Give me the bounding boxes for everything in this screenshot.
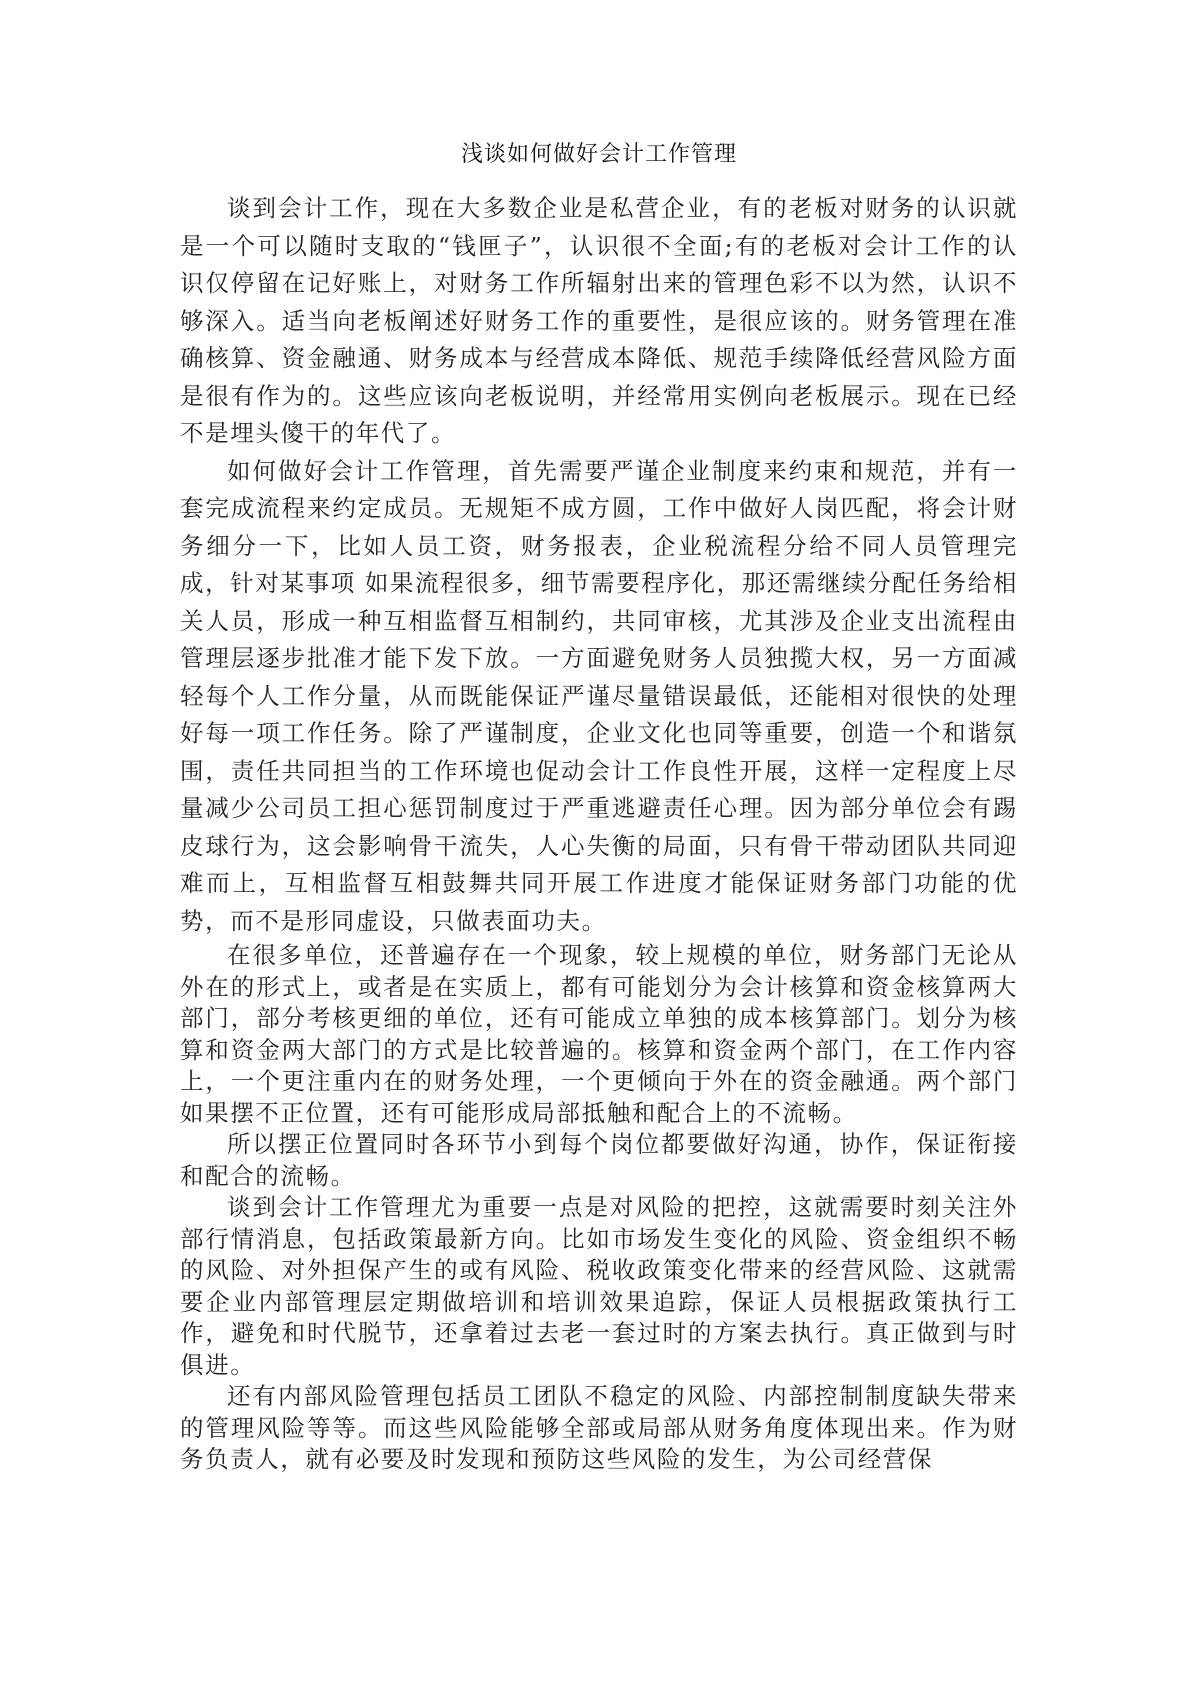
paragraph-5: 谈到会计工作管理尤为重要一点是对风险的把控，这就需要时刻关注外部行情消息，包括政策最新方向。比如市场发生变化的风险、资金组织不畅的风险、对外担保产生的或有风险、税收政策变化带来的经营风险、这就需要企业内部管理层定期做培训和培训效果追踪，保证人员根据政策执行工作，避免和时代脱节，还拿着过去老一套过时的方案去执行。真正做到与时俱进。 bbox=[180, 1193, 1018, 1379]
document-title: 浅谈如何做好会计工作管理 bbox=[460, 142, 737, 167]
document-body bbox=[180, 142, 1018, 1476]
paragraph-4: 所以摆正位置同时各环节小到每个岗位都要做好沟通，协作，保证衔接和配合的流畅。 bbox=[180, 1130, 1018, 1190]
paragraph-6: 还有内部风险管理包括员工团队不稳定的风险、内部控制制度缺失带来的管理风险等等。而这些风险能够全部或局部从财务角度体现出来。作为财务负责人，就有必要及时发现和预防这些风险的发生，为公司经营保 bbox=[180, 1382, 1018, 1474]
paragraph-3: 在很多单位，还普遍存在一个现象，较上规模的单位，财务部门无论从外在的形式上，或者是在实质上，都有可能划分为会计核算和资金核算两大部门，部分考核更细的单位，还有可能成立单独的成本核算部门。划分为核算和资金两大部门的方式是比较普遍的。核算和资金两个部门，在工作内容上，一个更注重内在的财务处理，一个更倾向于外在的资金融通。两个部门如果摆不正位置，还有可能形成局部抵触和配合上的不流畅。 bbox=[180, 941, 1018, 1127]
paragraph-2: 如何做好会计工作管理，首先需要严谨企业制度来约束和规范，并有一套完成流程来约定成员。无规矩不成方圆，工作中做好人岗匹配，将会计财务细分一下，比如人员工资，财务报表，企业税流程分给不同人员管理完成，针对某事项 如果流程很多，细节需要程序化，那还需继续分配任务给相关人员，形成一种互相监督互相制约，共同审核，尤其涉及企业支出流程由管理层逐步批准才能下发下放。一方面避免财务人员独揽大权，另一方面减轻每个人工作分量，从而既能保证严谨尽量错误最低，还能相对很快的处理好每一项工作任务。除了严谨制度，企业文化也同等重要，创造一个和谐氛围，责任共同担当的工作环境也促动会计工作良性开展，这样一定程度上尽量减少公司员工担心惩罚制度过于严重逃避责任心理。因为部分单位会有踢皮球行为，这会影响骨干流失，人心失衡的局面，只有骨干带动团队共同迎难而上，互相监督互相鼓舞共同开展工作进度才能保证财务部门功能的优势，而不是形同虚设，只做表面功夫。 bbox=[180, 456, 1018, 935]
paragraph-1: 谈到会计工作，现在大多数企业是私营企业，有的老板对财务的认识就是一个可以随时支取的“钱匣子”，认识很不全面;有的老板对会计工作的认识仅停留在记好账上，对财务工作所辐射出来的管理色彩不以为然，认识不够深入。适当向老板阐述好财务工作的重要性，是很应该的。财务管理在准确核算、资金融通、财务成本与经营成本降低、规范手续降低经营风险方面是很有作为的。这些应该向老板说明，并经常用实例向老板展示。现在已经不是埋头傻干的年代了。 bbox=[180, 194, 1018, 448]
